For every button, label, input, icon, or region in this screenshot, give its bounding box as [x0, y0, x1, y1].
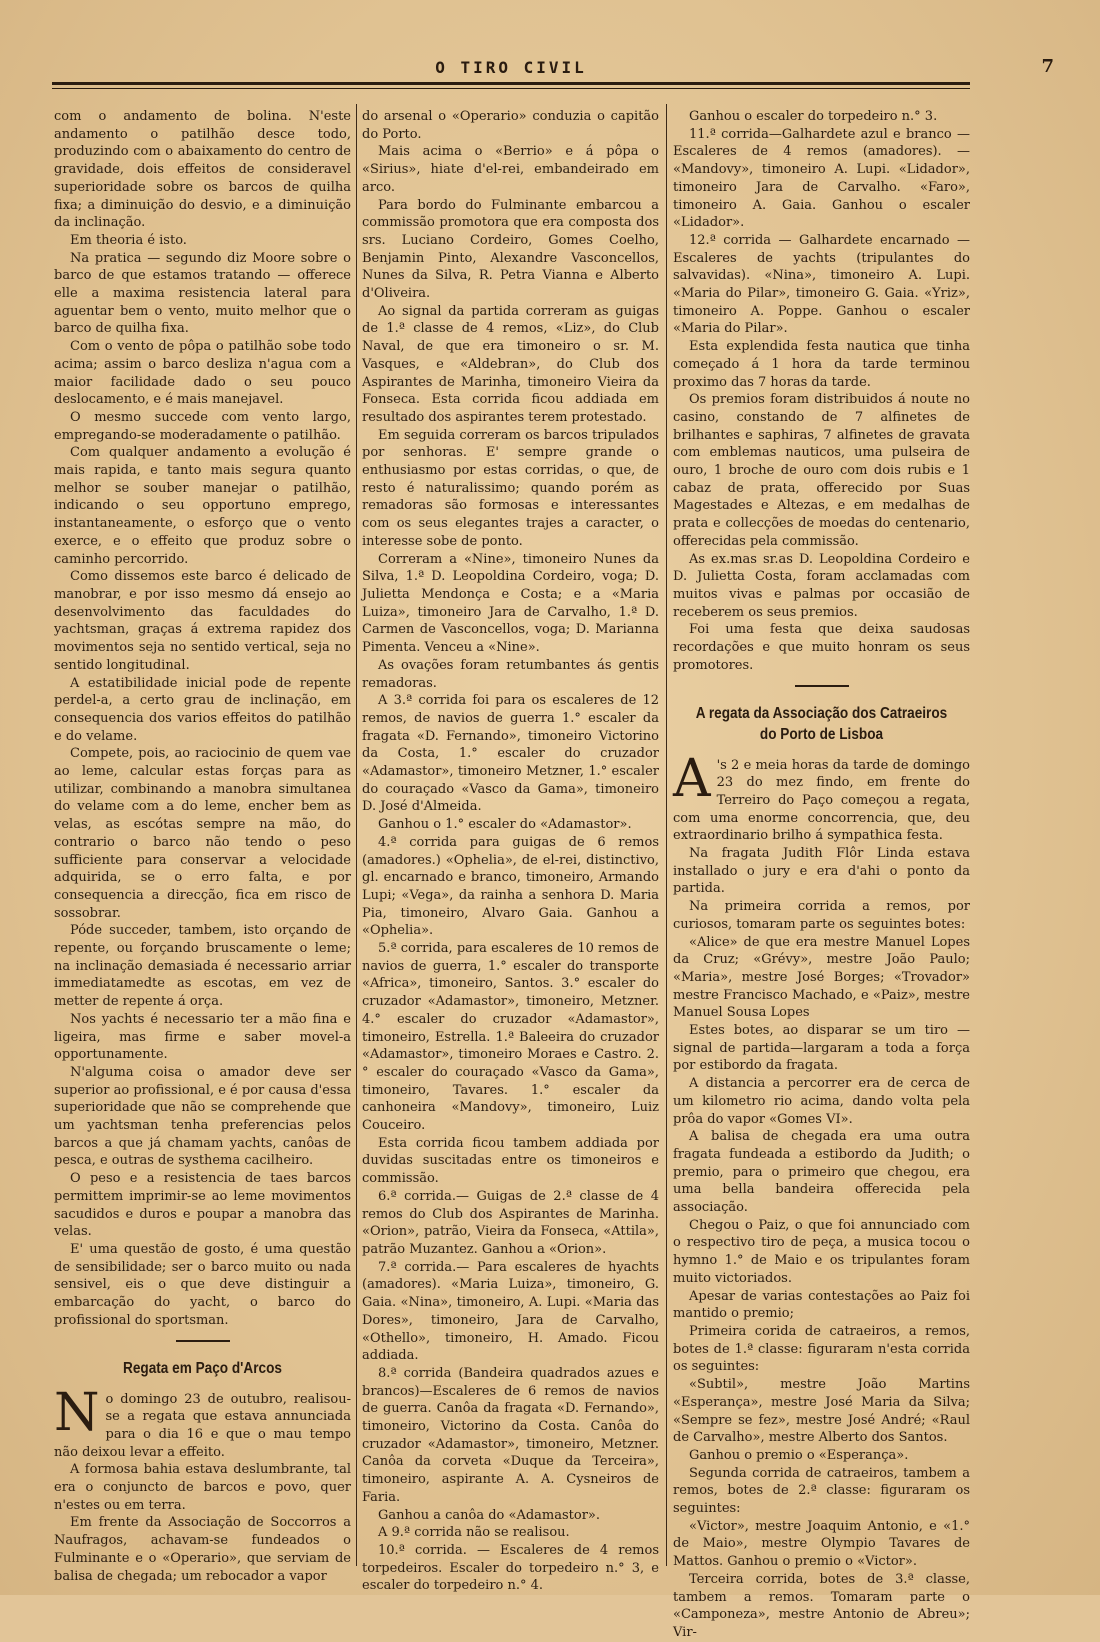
paragraph: Mais acima o «Berrio» e á pôpa o «Sirius», hiate d'el-rei, embandeirado em arco.: [362, 144, 659, 195]
paragraph-text: o domingo 23 de outubro, realisou-se a regata que estava annunciada para o dia 16 e que o mau tempo não deixou levar a effeito.: [54, 1391, 351, 1460]
paragraph: 5.ª corrida, para escaleres de 10 remos de navios de guerra, 1.° escaler do transporte «Africa», timoneiro, Santos. 3.° escaler do cruzador «Adamastor», timoneiro, Metzner. 4.° escaler do cruzador «Adamastor», timoneiro, Estrella. 1.ª Baleeira do cruzador «Adamastor», timoneiro Moraes e Castro. 2.° escaler do couraçado «Vasco da Gama», timoneiro, Tavares. 1.° escaler da canhoneira «Mandovy», timoneiro, Luiz Couceiro.: [362, 941, 659, 1134]
paragraph: «Alice» de que era mestre Manuel Lopes da Cruz; «Grévy», mestre João Paulo; «Maria», mestre José Borges; «Trovador» mestre Francisco Machado, e «Paiz», mestre Manuel Sousa Lopes: [673, 934, 970, 1021]
paragraph: Estes botes, ao disparar se um tiro — signal de partida—largaram a toda a força por estibordo da fragata.: [673, 1023, 970, 1074]
section-heading-paco-darcos: Regata em Paço d'Arcos: [123, 1359, 282, 1377]
paragraph: Ganhou o 1.° escaler do «Adamastor».: [378, 817, 632, 833]
paragraph: Em frente da Associação de Soccorros a Naufragos, achavam-se fundeados o Fulminante e o «Operario», que serviam de balisa de chegada; um rebocador a vapor: [54, 1515, 351, 1584]
paragraph: Nos yachts é necessario ter a mão fina e ligeira, mas firme e saber movel-a opportunamente.: [54, 1011, 351, 1063]
paragraph: Esta explendida festa nautica que tinha começado á 1 hora da tarde terminou proximo das 7 horas da tarde.: [673, 339, 970, 390]
drop-cap: N: [54, 1382, 100, 1443]
page-number: 7: [1041, 56, 1054, 77]
section-heading-catraeiros: A regata da Associação dos Catraeiros do Porto de Lisboa: [695, 704, 948, 743]
paragraph-text: 's 2 e meia horas da tarde de domingo 23 do mez findo, em frente do Terreiro do Paço começou a regata, com uma enorme concorrencia, que, deu extraordinario brilho á sympathica festa.: [673, 757, 970, 844]
paragraph: Como dissemos este barco é delicado de manobrar, e por isso mesmo dá ensejo ao desenvolvimento das faculdades do yachtsman, graças á extrema rapidez dos movimentos seja no sentido vertical, seja no sentido longitudinal.: [54, 569, 351, 673]
paragraph: [54, 1382, 351, 1462]
paragraph: Compete, pois, ao raciocinio de quem vae ao leme, calcular estas forças para as utilizar, combinando a manobra simultanea do velame com a do leme, encher bem as velas, as escótas sempre na mão, do contrario o barco não tendo o peso sufficiente para conservar a velocidade adquirida, se o erro falta, e por consequencia a direcção, fica em risco de sossobrar.: [54, 746, 351, 921]
paragraph: A 3.ª corrida foi para os escaleres de 12 remos, de navios de guerra 1.° escaler da fragata «D. Fernando», timoneiro Victorino da Costa, 1.° escaler do cruzador «Adamastor», timoneiro Metzner, 1.° escaler do couraçado «Vasco da Gama», timoneiro D. José d'Almeida.: [362, 693, 659, 815]
drop-cap: A: [673, 748, 711, 809]
article-regata-catraeiros: [673, 748, 970, 1642]
paragraph: A formosa bahia estava deslumbrante, tal era o conjuncto de barcos e povo, quer n'estes ou em terra.: [54, 1462, 351, 1513]
paragraph: Ganhou o escaler do torpedeiro n.° 3.: [689, 109, 938, 124]
paragraph: A estatibilidade inicial pode de repente perdel-a, a certo grau de inclinação, em consequencia dos varios effeitos do patilhão e do velame.: [54, 675, 351, 744]
section-separator: [795, 685, 849, 687]
paragraph: Terceira corrida, botes de 3.ª classe, tambem a remos. Tomaram parte o «Camponeza», mestre Antonio de Abreu»; Vir-: [673, 1571, 970, 1640]
paragraph: Na fragata Judith Flôr Linda estava installado o jury e era d'ahi o ponto da partida.: [673, 846, 970, 897]
column-2: [362, 108, 659, 1594]
paragraph: 11.ª corrida—Galhardete azul e branco — Escaleres de 4 remos (amadores). — «Mandovy», timoneiro A. Lupi. «Lidador», timoneiro Jara de Carvalho. «Faro», timoneiro A. Gaia. Ganhou o escaler «Lidador».: [673, 126, 970, 231]
paragraph: 7.ª corrida.— Para escaleres de hyachts (amadores). «Maria Luiza», timoneiro, G. Gaia. «Nina», timoneiro, A. Lupi. «Maria das Dores», timoneiro, Jara de Carvalho, «Othello», timoneiro, H. Amado. Ficou addiada.: [362, 1259, 659, 1364]
paragraph: 4.ª corrida para guigas de 6 remos (amadores.) «Ophelia», de el-rei, distinctivo, gl. encarnado e branco, timoneiro, Armando Lupi; «Vega», da rainha a senhora D. Maria Pia, timoneiro, Alvaro Gaia. Ganhou a «Ophelia».: [362, 834, 659, 939]
paragraph: «Victor», mestre Joaquim Antonio, e «1.° de Maio», mestre Olympio Tavares de Mattos. Ganhou o premio o «Victor».: [673, 1518, 970, 1570]
paragraph: Para bordo do Fulminante embarcou a commissão promotora que era composta dos srs. Luciano Cordeiro, Gomes Coelho, Benjamin Pinto, Alexandre Vasconcellos, Nunes da Silva, R. Petra Vianna e Alberto d'Oliveira.: [362, 197, 659, 302]
paragraph: Apesar de varias contestações ao Paiz foi mantido o premio;: [673, 1288, 970, 1322]
paragraph: Em seguida correram os barcos tripulados por senhoras. E' sempre grande o enthusiasmo por estas corridas, o que, de resto é naturalissimo; quando porém as remadoras são formosas e interessantes com os seus elegantes trajes a caracter, o interesse sobe de ponto.: [362, 427, 659, 549]
paragraph: Na pratica — segundo diz Moore sobre o barco de que estamos tratando — offerece elle a maxima resistencia lateral para aguentar bem o vento, muito melhor que o barco de quilha fixa.: [54, 250, 351, 337]
paragraph: Ganhou a canôa do «Adamastor».: [378, 1507, 601, 1523]
paragraph: As ex.mas sr.as D. Leopoldina Cordeiro e D. Julietta Costa, foram acclamadas com muitos vivas e palmas por occasião de receberem os seus premios.: [673, 551, 970, 620]
newspaper-title: O TIRO CIVIL: [435, 58, 587, 77]
paragraph: Os premios foram distribuidos á noute no casino, constando de 7 alfinetes de brilhantes e saphiras, 7 alfinetes de gravata com emblemas nauticos, uma pulseira de ouro, 1 broche de ouro com dois rubis e 1 cabaz de prata, offerecido por Suas Magestades e Altezas, e em medalhas de prata e collecções de moedas do centenario, offerecidas pela commissão.: [673, 392, 970, 549]
paragraph: Esta corrida ficou tambem addiada por duvidas suscitadas entre os timoneiros e commissão.: [362, 1135, 659, 1187]
paragraph: do arsenal o «Operario» conduzia o capitão do Porto.: [362, 109, 659, 142]
paragraph: Na primeira corrida a remos, por curiosos, tomaram parte os seguintes botes:: [673, 899, 970, 932]
paragraph: O mesmo succede com vento largo, empregando-se moderadamente o patilhão.: [54, 409, 351, 443]
paragraph: Com qualquer andamento a evolução é mais rapida, e tanto mais segura quanto melhor se souber manejar o patilhão, indicando o seu opportuno emprego, instantaneamente, o esforço que o vento exerce, e o effeito que produz sobre o caminho percorrido.: [54, 445, 351, 567]
header-rule-thin: [52, 88, 970, 89]
paragraph: 12.ª corrida — Galhardete encarnado — Escaleres de yachts (tripulantes do salvavidas). «Nina», timoneiro A. Lupi. «Maria do Pilar», timoneiro G. Gaia. «Yriz», timoneiro A. Poppe. Ganhou o escaler «Maria do Pilar».: [673, 232, 970, 337]
paragraph: Póde succeder, tambem, isto orçando de repente, ou forçando bruscamente o leme; na inclinação demasiada é necessario arriar immediatamedte as escotas, em vez de metter de repente á orça.: [54, 923, 351, 1010]
paragraph: 6.ª corrida.— Guigas de 2.ª classe de 4 remos do Club dos Aspirantes de Marinha. «Orion», patrão, Vieira da Fonseca, «Attila», patrão Muzantez. Ganhou a «Orion».: [362, 1188, 659, 1257]
paragraph: E' uma questão de gosto, é uma questão de sensibilidade; ser o barco muito ou nada sensivel, eis o que deve distinguir a embarcação do yacht, o barco do profissional do sportsman.: [54, 1242, 351, 1328]
column-divider: [666, 104, 667, 1566]
column-divider: [356, 104, 357, 1566]
article-body: [54, 108, 351, 1330]
paragraph: Ganhou o premio o «Esperança».: [689, 1447, 909, 1463]
paragraph: O peso e a resistencia de taes barcos permittem imprimir-se ao leme movimentos sacudidos e duros e poupar a manobra das velas.: [54, 1171, 351, 1240]
paragraph: A 9.ª corrida não se realisou.: [378, 1525, 570, 1541]
paragraph: [673, 748, 970, 846]
paragraph: Chegou o Paiz, o que foi annunciado com o respectivo tiro de peça, a musica tocou o hymno 1.° de Maio e os tripulantes foram muito victoriados.: [673, 1217, 970, 1286]
header-rule-thick: [52, 82, 970, 85]
paragraph: 8.ª corrida (Bandeira quadrados azues e brancos)—Escaleres de 6 remos de navios de guerra. Canôa da fragata «D. Fernando», timoneiro, Victorino da Costa. Canôa do cruzador «Adamastor», timoneiro, Metzner. Canôa da corveta «Duque da Terceira», timoneiro, aspirante A. A. Cysneiros de Faria.: [362, 1365, 659, 1505]
page-header: [52, 52, 1054, 86]
section-separator: [176, 1340, 230, 1342]
paragraph: Segunda corrida de catraeiros, tambem a remos, botes de 2.ª classe: figuraram os seguintes:: [673, 1465, 970, 1517]
paragraph: 10.ª corrida. — Escaleres de 4 remos torpedeiros. Escaler do torpedeiro n.° 3, e escaler do torpedeiro n.° 4.: [362, 1542, 659, 1594]
paragraph: Primeira corida de catraeiros, a remos, botes de 1.ª classe: figuraram n'esta corrida os seguintes:: [673, 1324, 970, 1375]
paragraph: com o andamento de bolina. N'este andamento o patilhão desce todo, produzindo com o abaixamento do centro de gravidade, dois effeitos de consideravel superioridade sobre os barcos de quilha fixa; a diminuição do desvio, e a diminuição da inclinação.: [54, 109, 351, 231]
paragraph: As ovações foram retumbantes ás gentis remadoras.: [362, 657, 659, 691]
paragraph: A balisa de chegada era uma outra fragata fundeada a estibordo da Judith; o premio, para o primeiro que chegou, era uma bella bandeira offerecida pela associação.: [673, 1129, 970, 1216]
column-1: [54, 108, 352, 1584]
paragraph: «Subtil», mestre João Martins «Esperança», mestre José Maria da Silva; «Sempre se fez», mestre José André; «Raul de Carvalho», mestre Alberto dos Santos.: [673, 1377, 970, 1446]
column-3: [673, 108, 970, 1640]
paragraph: A distancia a percorrer era de cerca de um kilometro rio acima, dando volta pela prôa do vapor «Gomes VI».: [673, 1076, 970, 1127]
paragraph: Em theoria é isto.: [70, 232, 187, 248]
paragraph: Foi uma festa que deixa saudosas recordações e que muito honram os seus promotores.: [673, 622, 970, 673]
paragraph: N'alguma coisa o amador deve ser superior ao profissional, e é por causa d'essa superioridade que não se comprehende que um yachtsman tenha preferencias pelos barcos a que já chamam yachts, canôas de pesca, e outras de systhema cacilheiro.: [54, 1064, 352, 1169]
paragraph: Ao signal da partida correram as guigas de 1.ª classe de 4 remos, «Liz», do Club Naval, de que era timoneiro o sr. M. Vasques, e «Aldebran», do Club dos Aspirantes de Marinha, timoneiro Vieira da Fonseca. Esta corrida ficou addiada em resultado dos aspirantes terem protestado.: [362, 303, 659, 425]
paragraph: Com o vento de pôpa o patilhão sobe todo acima; assim o barco desliza n'agua com a maior facilidade dado o seu pouco deslocamento, e é mais manejavel.: [54, 339, 351, 408]
paragraph: Correram a «Nine», timoneiro Nunes da Silva, 1.ª D. Leopoldina Cordeiro, voga; D. Julietta Mendonça e Costa; e a «Maria Luiza», timoneiro Jara de Carvalho, 1.ª D. Carmen de Vasconcellos, voga; D. Marianna Pimenta. Venceu a «Nine».: [362, 551, 659, 656]
article-regata-paco-darcos: [54, 1382, 351, 1586]
